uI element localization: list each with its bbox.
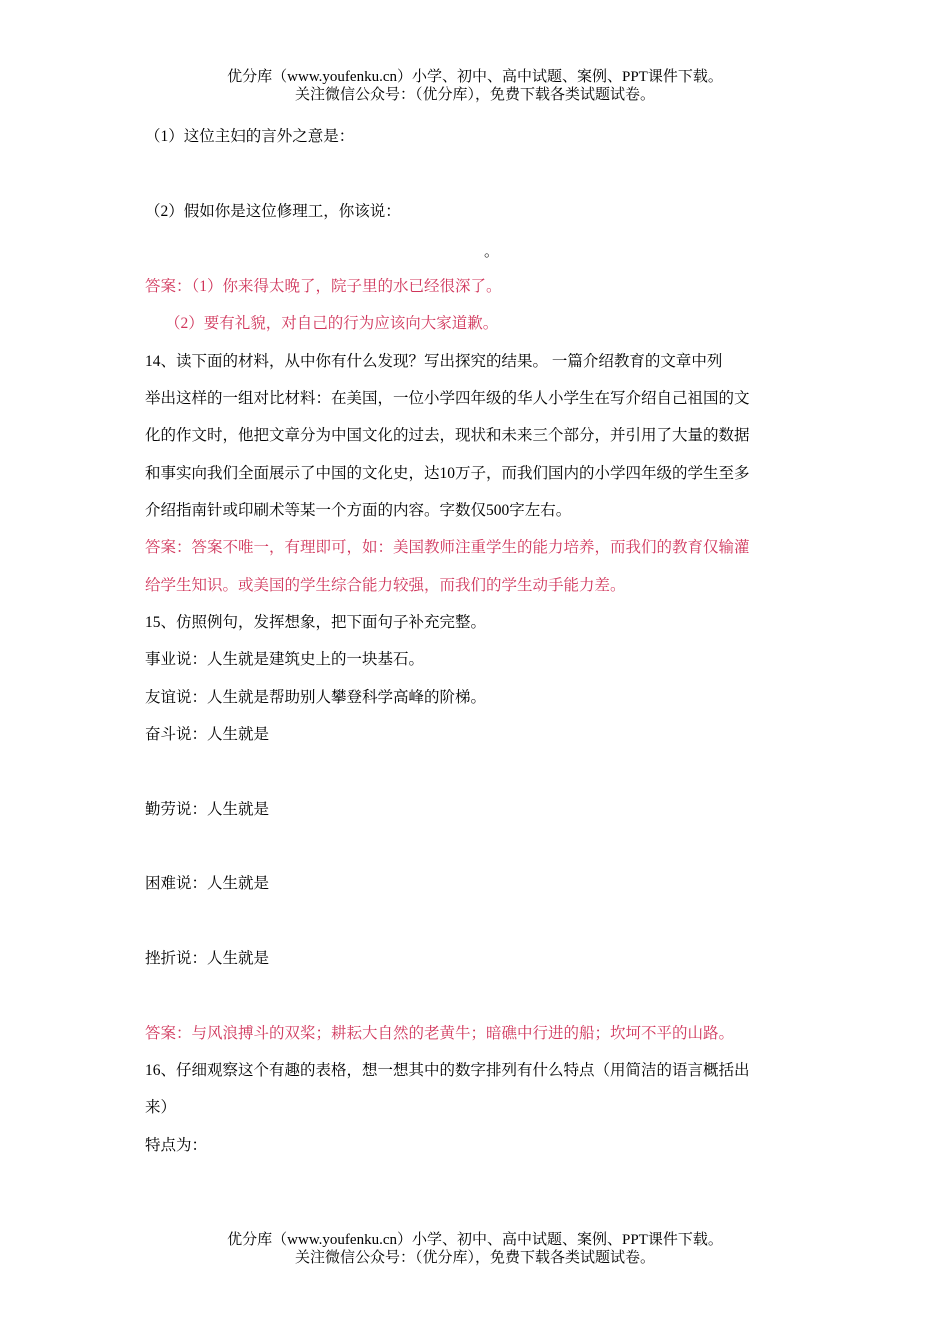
q14-answer-line-2: 给学生知识。或美国的学生综合能力较强，而我们的学生动手能力差。 [145,577,626,594]
header-line-2: 关注微信公众号：（优分库），免费下载各类试题试卷。 [294,87,655,103]
footer-line-1: 优分库（www.youfenku.cn）小学、初中、高中试题、案例、PPT课件下载。 [227,1232,723,1248]
header-line-1: 优分库（www.youfenku.cn）小学、初中、高中试题、案例、PPT课件下载。 [227,69,723,85]
q13-answer-1: 答案：（1）你来得太晚了，院子里的水已经很深了。 [145,278,502,295]
q15-blank-4: 挫折说：人生就是 [145,950,270,967]
q15-answer: 答案：与风浪搏斗的双桨；耕耘大自然的老黄牛；暗礁中行进的船；坎坷不平的山路。 [145,1025,735,1042]
q16-line-1: 16、仔细观察这个有趣的表格，想一想其中的数字排列有什么特点（用简洁的语言概括出 [145,1062,750,1079]
q16-features: 特点为： [145,1137,208,1154]
q14-line-3: 化的作文时，他把文章分为中国文化的过去，现状和未来三个部分，并引用了大量的数据 [145,427,750,444]
q14-line-1: 14、读下面的材料，从中你有什么发现？写出探究的结果。 一篇介绍教育的文章中列 [145,353,723,370]
q14-line-2: 举出这样的一组对比材料：在美国，一位小学四年级的华人小学生在写介绍自己祖国的文 [145,390,750,407]
q15-blank-2: 勤劳说：人生就是 [145,801,270,818]
q14-answer-line-1: 答案：答案不唯一，有理即可，如：美国教师注重学生的能力培养，而我们的教育仅输灌 [145,539,750,556]
q15-blank-1: 奋斗说：人生就是 [145,726,270,743]
q13-end-dot: 。 [484,244,500,260]
q15-title: 15、仿照例句，发挥想象，把下面句子补充完整。 [145,614,487,631]
q15-example-2: 友谊说：人生就是帮助别人攀登科学高峰的阶梯。 [145,689,487,706]
page-footer [0,1231,950,1267]
page-header [0,68,950,104]
q13-part2: （2）假如你是这位修理工，你该说： [145,203,401,220]
q15-example-1: 事业说：人生就是建筑史上的一块基石。 [145,651,425,668]
q14-line-5: 介绍指南针或印刷术等某一个方面的内容。字数仅500字左右。 [145,502,572,519]
q13-answer-2: （2）要有礼貌，对自己的行为应该向大家道歉。 [165,315,499,332]
q14-line-4: 和事实向我们全面展示了中国的文化史，达10万子，而我们国内的小学四年级的学生至多 [145,465,750,482]
q16-line-2: 来） [145,1099,177,1116]
q15-blank-3: 困难说：人生就是 [145,875,270,892]
footer-line-2: 关注微信公众号：（优分库），免费下载各类试题试卷。 [294,1250,655,1266]
q13-part1: （1）这位主妇的言外之意是： [145,128,355,145]
